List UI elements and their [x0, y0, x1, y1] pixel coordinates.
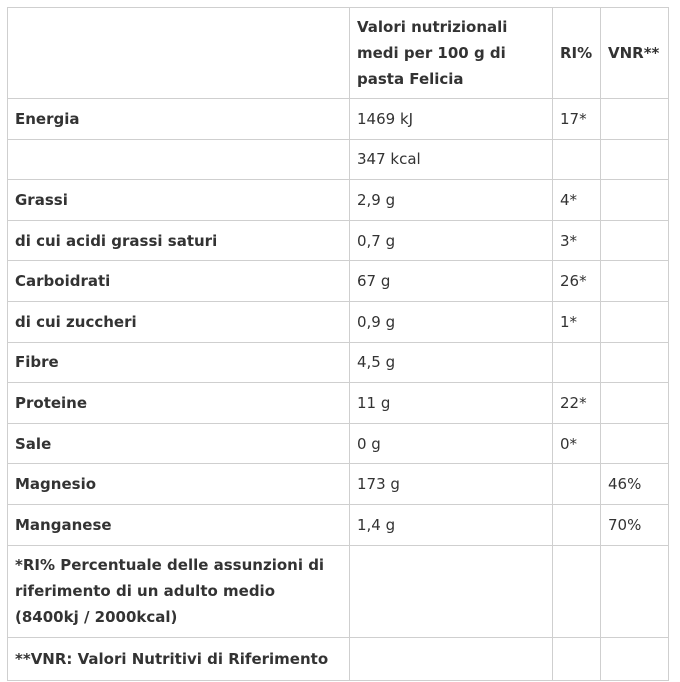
nutrient-ri [553, 139, 601, 180]
nutrition-table [7, 7, 669, 681]
nutrient-name [8, 139, 350, 180]
empty-cell [601, 545, 669, 637]
header-nutrient [8, 8, 350, 99]
footnote-vnr: **VNR: Valori Nutritivi di Riferimento [8, 637, 350, 680]
nutrient-name: Proteine [8, 383, 350, 424]
table-row [8, 180, 669, 221]
nutrient-vnr: 46% [601, 464, 669, 505]
empty-cell [553, 545, 601, 637]
nutrient-ri: 1* [553, 301, 601, 342]
nutrient-ri: 22* [553, 383, 601, 424]
header-ri-percent: RI% [553, 8, 601, 99]
nutrient-vnr [601, 261, 669, 302]
table-row [8, 464, 669, 505]
empty-cell [553, 637, 601, 680]
nutrient-ri: 4* [553, 180, 601, 221]
header-row [8, 8, 669, 99]
nutrient-value: 1,4 g [350, 504, 553, 545]
nutrient-ri: 26* [553, 261, 601, 302]
nutrient-name: Fibre [8, 342, 350, 383]
nutrient-name: Carboidrati [8, 261, 350, 302]
table-row [8, 423, 669, 464]
footnote-vnr-row [8, 637, 669, 680]
nutrient-vnr [601, 301, 669, 342]
table-row [8, 301, 669, 342]
header-values-per-100g: Valori nutrizionali medi per 100 g di pasta Felicia [350, 8, 553, 99]
nutrient-vnr [601, 342, 669, 383]
nutrient-ri: 17* [553, 99, 601, 140]
nutrient-value: 4,5 g [350, 342, 553, 383]
nutrient-name: Sale [8, 423, 350, 464]
nutrient-vnr [601, 423, 669, 464]
footnote-ri-row [8, 545, 669, 637]
nutrient-name: Energia [8, 99, 350, 140]
nutrient-value: 347 kcal [350, 139, 553, 180]
nutrient-value: 1469 kJ [350, 99, 553, 140]
nutrient-name: Grassi [8, 180, 350, 221]
table-row [8, 383, 669, 424]
nutrient-ri [553, 464, 601, 505]
nutrient-value: 0,7 g [350, 220, 553, 261]
nutrient-value: 67 g [350, 261, 553, 302]
nutrient-value: 2,9 g [350, 180, 553, 221]
header-vnr: VNR** [601, 8, 669, 99]
nutrient-value: 0,9 g [350, 301, 553, 342]
table-row [8, 504, 669, 545]
nutrient-ri [553, 504, 601, 545]
empty-cell [350, 545, 553, 637]
nutrient-vnr [601, 99, 669, 140]
nutrient-value: 173 g [350, 464, 553, 505]
table-row [8, 220, 669, 261]
nutrient-name: Manganese [8, 504, 350, 545]
table-row [8, 342, 669, 383]
nutrient-value: 11 g [350, 383, 553, 424]
nutrient-vnr: 70% [601, 504, 669, 545]
nutrient-name: di cui acidi grassi saturi [8, 220, 350, 261]
empty-cell [350, 637, 553, 680]
nutrient-ri: 3* [553, 220, 601, 261]
footnote-ri: *RI% Percentuale delle assunzioni di riferimento di un adulto medio (8400kj / 2000kcal) [8, 545, 350, 637]
nutrient-name: Magnesio [8, 464, 350, 505]
nutrient-name: di cui zuccheri [8, 301, 350, 342]
table-row [8, 261, 669, 302]
table-row [8, 139, 669, 180]
nutrient-vnr [601, 180, 669, 221]
empty-cell [601, 637, 669, 680]
nutrient-vnr [601, 139, 669, 180]
nutrient-value: 0 g [350, 423, 553, 464]
nutrient-vnr [601, 383, 669, 424]
table-row [8, 99, 669, 140]
nutrient-ri [553, 342, 601, 383]
nutrient-vnr [601, 220, 669, 261]
nutrient-ri: 0* [553, 423, 601, 464]
